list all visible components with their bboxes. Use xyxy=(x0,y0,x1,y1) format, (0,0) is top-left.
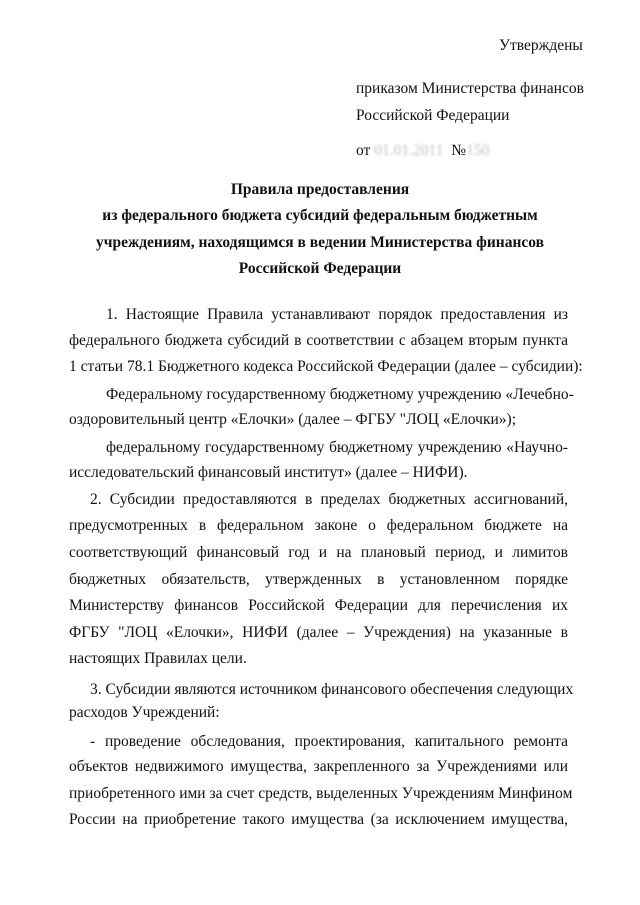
body-line: расходов Учреждений: xyxy=(69,704,220,721)
decree-line-1: приказом Министерства финансов xyxy=(356,80,584,97)
date-prefix: от xyxy=(356,142,371,159)
body-line: предусмотренных в федеральном законе о федеральном бюджете на xyxy=(69,517,568,534)
decree-line-2: Российской Федерации xyxy=(356,107,510,124)
body-line: оздоровительный центр «Елочки» (далее – ФГБУ "ЛОЦ «Елочки»); xyxy=(69,411,516,428)
decree-date-line xyxy=(356,141,489,161)
body-line: объектов недвижимого имущества, закрепленного за Учреждениями или xyxy=(69,758,568,775)
body-line: 2. Субсидии предоставляются в пределах бюджетных ассигнований, xyxy=(90,491,568,508)
body-line: федерального бюджета субсидий в соответствии с абзацем вторым пункта xyxy=(69,332,568,349)
document-title-line-2: из федерального бюджета субсидий федеральным бюджетным xyxy=(102,207,538,224)
body-line: федеральному государственному бюджетному учреждению «Научно- xyxy=(106,439,568,456)
document-title-line-3: учреждениям, находящимся в ведении Министерства финансов xyxy=(95,234,545,251)
date-value: 01.01.2011 xyxy=(374,142,444,159)
body-line: Федеральному государственному бюджетному учреждению «Лечебно- xyxy=(106,386,574,403)
body-line: 3. Субсидии являются источником финансового обеспечения следующих xyxy=(90,681,574,698)
body-line: 1 статьи 78.1 Бюджетного кодекса Российской Федерации (далее – субсидии): xyxy=(69,358,583,375)
body-line: бюджетных обязательств, утвержденных в установленном порядке xyxy=(69,571,568,588)
body-line: соответствующий финансовый год и на плановый период, и лимитов xyxy=(69,544,568,561)
number-label: № xyxy=(451,142,467,159)
body-line: исследовательский финансовый институт» (далее – НИФИ). xyxy=(69,464,468,481)
body-line: приобретенного ими за счет средств, выделенных Учреждениям Минфином xyxy=(69,785,573,802)
body-line: - проведение обследования, проектирования, капитального ремонта xyxy=(90,733,568,750)
approval-stamp-heading: Утверждены xyxy=(499,37,583,54)
document-title-line-4: Российской Федерации xyxy=(238,260,402,277)
body-line: Министерству финансов Российской Федерации для перечисления их xyxy=(69,597,568,614)
number-value: 150 xyxy=(466,142,490,159)
body-line: ФГБУ "ЛОЦ «Елочки», НИФИ (далее – Учреждения) на указанные в xyxy=(69,624,568,641)
body-line: России на приобретение такого имущества (за исключением имущества, xyxy=(69,811,568,828)
document-title-line-1: Правила предоставления xyxy=(230,181,410,198)
body-line: 1. Настоящие Правила устанавливают порядок предоставления из xyxy=(106,306,568,323)
body-line: настоящих Правилах цели. xyxy=(69,650,247,667)
